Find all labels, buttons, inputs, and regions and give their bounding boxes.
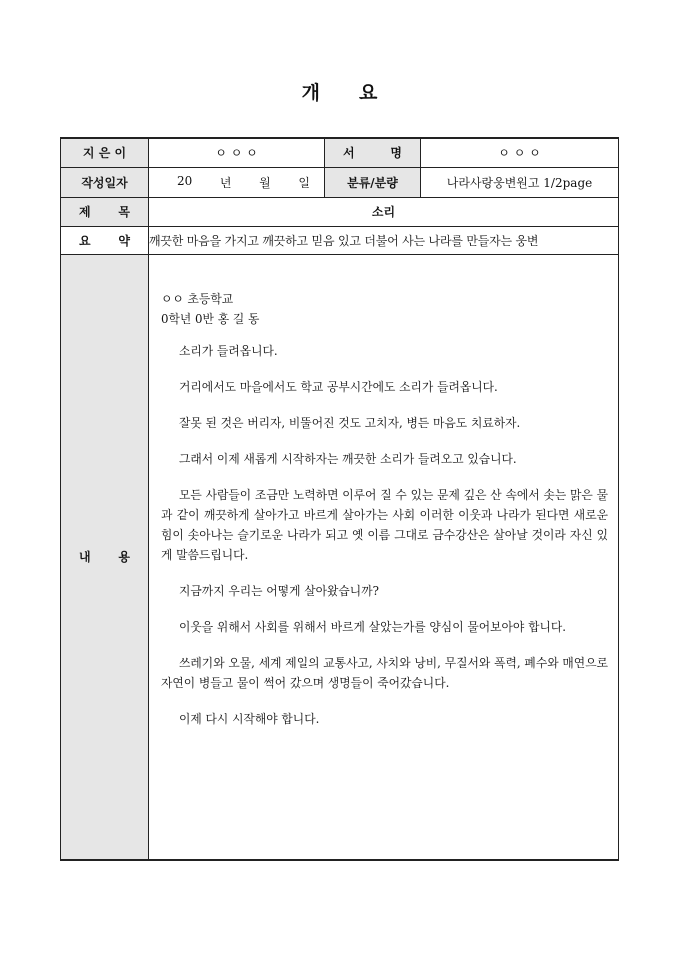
paragraph: 소리가 들려옵니다. [179, 343, 278, 358]
paragraph: 이웃을 위해서 사회를 위해서 바르게 살았는가를 양심이 물어보아야 합니다. [179, 619, 567, 634]
date-value: 20 년 월 일 [149, 167, 325, 197]
paragraph: 거리에서도 마을에서도 학교 공부시간에도 소리가 들려옵니다. [179, 379, 498, 394]
summary-value: 깨끗한 마음을 가지고 깨끗하고 믿음 있고 더불어 사는 나라를 만들자는 웅변 [149, 226, 619, 254]
row-subject [61, 197, 619, 226]
author-label: 지 은 이 [61, 138, 149, 167]
row-date [61, 167, 619, 197]
content-label: 내 용 [61, 254, 149, 860]
category-label: 분류/분량 [325, 167, 421, 197]
paragraph: 그래서 이제 새롭게 시작하자는 깨끗한 소리가 들려오고 있습니다. [179, 451, 517, 466]
title-right: 요 [359, 82, 379, 104]
paragraph: 쓰레기와 오물, 세계 제일의 교통사고, 사치와 낭비, 무질서와 폭력, 폐수와 매연으로 자연이 병들고 물이 썩어 갔으며 생명들이 죽어갔습니다. [161, 655, 608, 690]
paragraph: 지금까지 우리는 어떻게 살아왔습니까? [179, 583, 379, 598]
row-author [61, 138, 619, 167]
student-line: 0학년 0반 홍 길 동 [161, 311, 260, 326]
paragraph: 잘못 된 것은 버리자, 비뚤어진 것도 고치자, 병든 마음도 치료하자. [179, 415, 521, 430]
subject-label: 제 목 [61, 197, 149, 226]
paragraph: 이제 다시 시작해야 합니다. [179, 711, 320, 726]
row-content [61, 254, 619, 860]
subject-value: 소리 [149, 197, 619, 226]
content-body [149, 254, 619, 860]
document-title [0, 78, 680, 105]
date-label: 작성일자 [61, 167, 149, 197]
school-line: ㅇㅇ 초등학교 [161, 291, 234, 306]
speech-form-table [60, 137, 619, 861]
signature-label: 서 명 [325, 138, 421, 167]
row-summary [61, 226, 619, 254]
summary-label: 요 약 [61, 226, 149, 254]
title-left: 개 [301, 82, 321, 104]
paragraph: 모든 사람들이 조금만 노력하면 이루어 질 수 있는 문제 깊은 산 속에서 솟는 맑은 물과 같이 깨끗하게 살아가고 바르게 살아가는 사회 이러한 이웃과 나라가 된다면 새로운 힘이 솟아나는 슬기로운 나라가 되고 옛 이름 그대로 금수강산은 살아날 것이라 자신 있게 말씀드립니다. [161, 487, 608, 562]
author-value: ㅇ ㅇ ㅇ [149, 138, 325, 167]
signature-value: ㅇ ㅇ ㅇ [421, 138, 619, 167]
category-value: 나라사랑웅변원고 1/2page [421, 167, 619, 197]
